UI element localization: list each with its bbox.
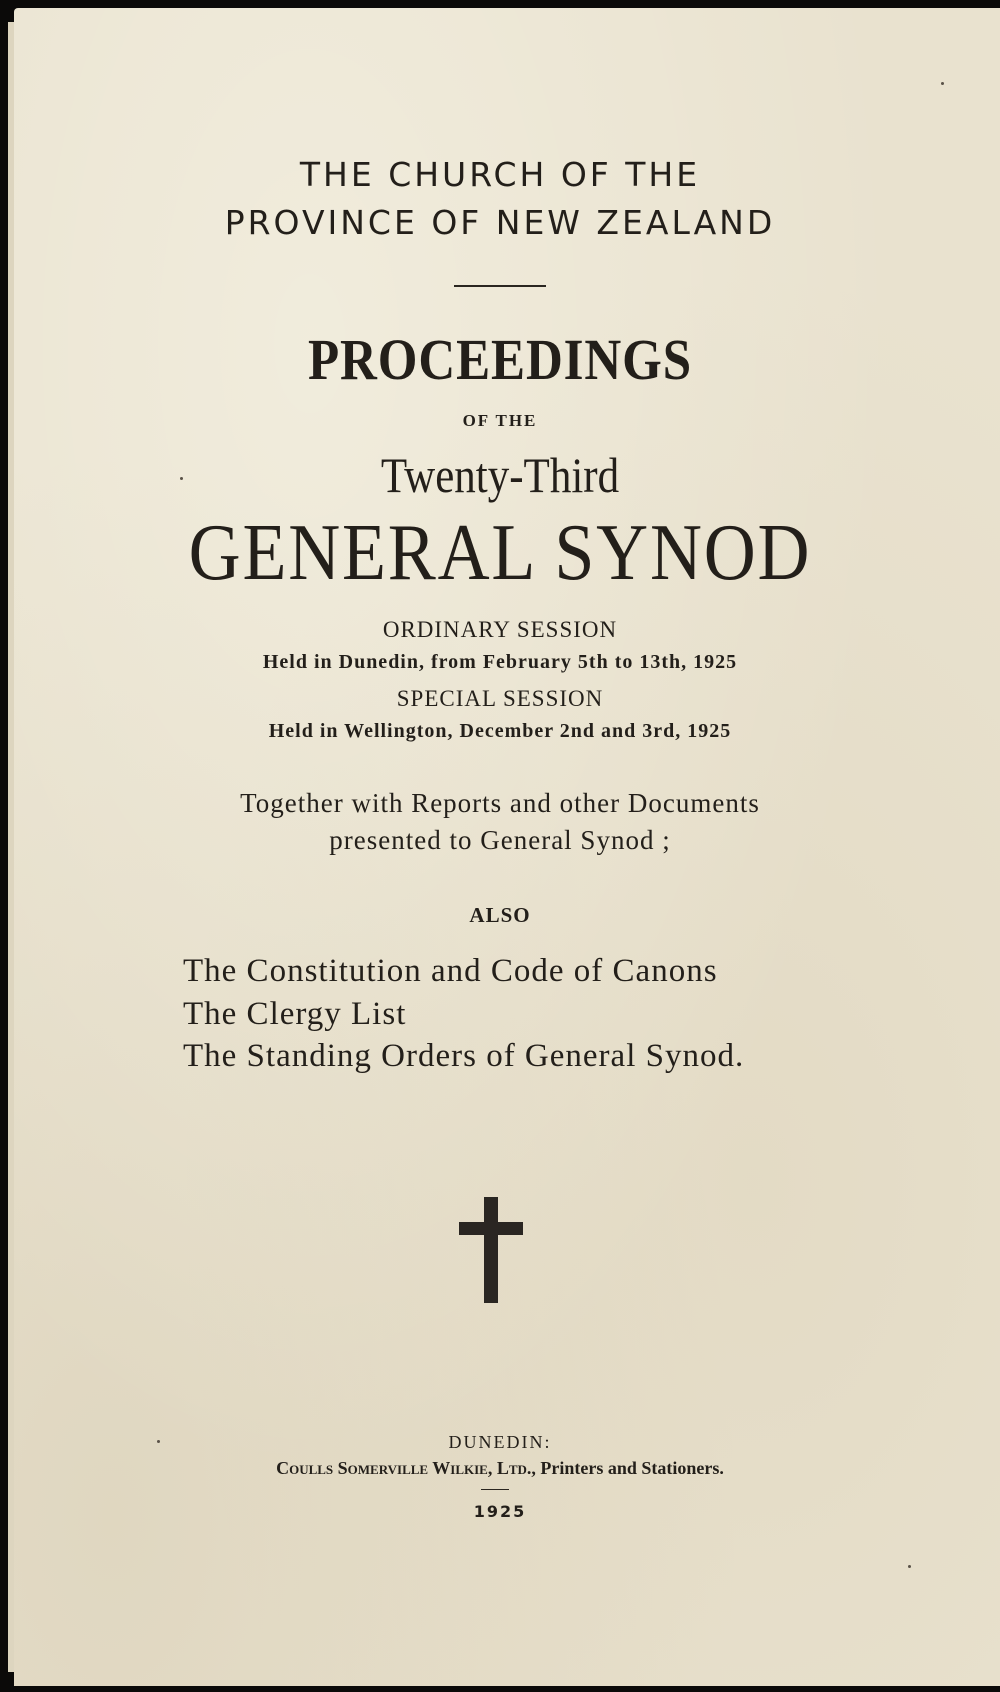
- ordinal-title: Twenty-Third: [380, 447, 620, 503]
- imprint-printer: [0, 1458, 1000, 1479]
- divider-bottom: [481, 1489, 509, 1490]
- of-the-label: OF THE: [462, 411, 538, 430]
- contents-item: The Clergy List: [183, 996, 407, 1032]
- together-line-1: Together with Reports and other Documents: [240, 788, 760, 818]
- contents-item: The Constitution and Code of Canons: [183, 953, 718, 989]
- church-name-line-1: THE CHURCH OF THE: [299, 155, 701, 194]
- imprint-place: DUNEDIN:: [448, 1432, 552, 1452]
- printer-name: Coulls Somerville Wilkie, Ltd.,: [276, 1458, 536, 1478]
- ordinary-session-heading: ORDINARY SESSION: [382, 617, 618, 642]
- proceedings-title: PROCEEDINGS: [307, 327, 693, 392]
- paper-speck: [908, 1565, 911, 1568]
- special-session-detail: Held in Wellington, December 2nd and 3rd, 1925: [268, 720, 732, 742]
- paper-speck: [157, 1440, 160, 1443]
- special-session-heading: SPECIAL SESSION: [396, 686, 604, 711]
- imprint-year: 1925: [473, 1502, 527, 1521]
- also-label: ALSO: [469, 903, 531, 927]
- together-line-2: presented to General Synod ;: [329, 825, 671, 855]
- general-synod-title: GENERAL SYNOD: [188, 509, 812, 597]
- church-name-line-2: PROVINCE OF NEW ZEALAND: [224, 203, 776, 242]
- printer-role: Printers and Stationers.: [540, 1458, 724, 1478]
- ordinary-session-detail: Held in Dunedin, from February 5th to 13th, 1925: [262, 651, 738, 673]
- paper-speck: [180, 477, 183, 480]
- paper-speck: [941, 82, 944, 85]
- contents-item: The Standing Orders of General Synod.: [183, 1038, 745, 1074]
- divider-top: [454, 285, 546, 287]
